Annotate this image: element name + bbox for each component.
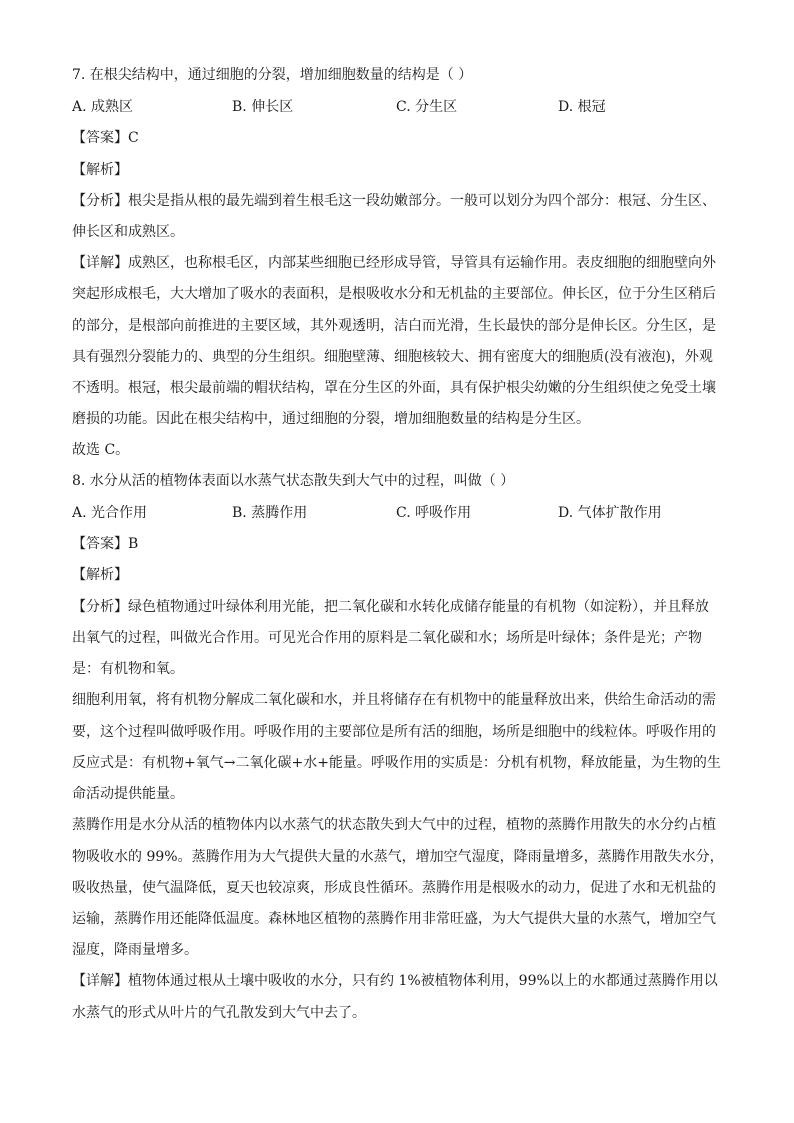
analysis-line: 吸收热量，使气温降低，夏天也较凉爽，形成良性循环。蒸腾作用是根吸水的动力，促进了水和无机盐的: [72, 880, 716, 896]
analysis-line: 蒸腾作用是水分从活的植物体内以水蒸气的状态散失到大气中的过程，植物的蒸腾作用散失的水分约占植: [72, 817, 716, 833]
option-a: A. 光合作用: [72, 505, 148, 521]
question-8-stem: 8. 水分从活的植物体表面以水蒸气状态散失到大气中的过程，叫做（ ）: [72, 473, 515, 489]
question-7-stem: 7. 在根尖结构中，通过细胞的分裂，增加细胞数量的结构是（ ）: [72, 67, 473, 83]
option-a: A. 成熟区: [72, 99, 134, 115]
analysis-line: 命活动提供能量。: [72, 786, 184, 802]
analysis-line: 是：有机物和氧。: [72, 661, 184, 677]
question-8-options: [72, 503, 712, 523]
option-b: B. 蒸腾作用: [232, 505, 308, 521]
analysis-heading: 【解析】: [72, 162, 128, 178]
detail-line: 不透明。根冠，根尖最前端的帽状结构，罩在分生区的外面，具有保护根尖幼嫩的分生组织使之免受土壤: [72, 380, 716, 396]
option-d: D. 气体扩散作用: [558, 505, 662, 521]
analysis-heading: 【解析】: [72, 567, 128, 583]
analysis-line: 反应式是：有机物+氧气→二氧化碳+水+能量。呼吸作用的实质是：分机有机物，释放能量，为生物的生: [72, 755, 721, 771]
detail-line: 【详解】植物体通过根从土壤中吸收的水分，只有约 1%被植物体利用，99%以上的水都通过蒸腾作用以: [72, 973, 718, 989]
conclusion: 故选 C。: [72, 442, 130, 458]
detail-line: 水蒸气的形式从叶片的气孔散发到大气中去了。: [72, 1005, 366, 1021]
detail-line: 【详解】成熟区，也称根毛区，内部某些细胞已经形成导管，导管具有运输作用。表皮细胞的细胞壁向外: [72, 255, 716, 271]
detail-line: 具有强烈分裂能力的、典型的分生组织。细胞壁薄、细胞核较大、拥有密度大的细胞质(没有液泡)，外观: [72, 349, 713, 365]
option-c: C. 呼吸作用: [396, 505, 472, 521]
option-c: C. 分生区: [396, 99, 458, 115]
detail-line: 的部分，是根部向前推进的主要区域，其外观透明，洁白而光滑，生长最快的部分是伸长区。分生区，是: [72, 318, 716, 334]
analysis-line: 【分析】绿色植物通过叶绿体利用光能，把二氧化碳和水转化成储存能量的有机物（如淀粉），并且释放: [72, 599, 709, 615]
analysis-line: 细胞利用氧，将有机物分解成二氧化碳和水，并且将储存在有机物中的能量释放出来，供给生命活动的需: [72, 692, 716, 708]
analysis-line: 出氧气的过程，叫做光合作用。可见光合作用的原料是二氧化碳和水；场所是叶绿体；条件是光；产物: [72, 630, 702, 646]
option-b: B. 伸长区: [232, 99, 294, 115]
question-7-options: [72, 97, 712, 117]
analysis-line: 【分析】根尖是指从根的最先端到着生根毛这一段幼嫩部分。一般可以划分为四个部分：根冠、分生区、: [72, 193, 716, 209]
answer-label: 【答案】C: [72, 130, 139, 146]
analysis-line: 湿度，降雨量增多。: [72, 942, 198, 958]
option-d: D. 根冠: [558, 99, 606, 115]
analysis-line: 要，这个过程叫做呼吸作用。呼吸作用的主要部位是所有活的细胞，场所是细胞中的线粒体。呼吸作用的: [72, 724, 716, 740]
answer-label: 【答案】B: [72, 536, 139, 552]
detail-line: 突起形成根毛，大大增加了吸水的表面积，是根吸收水分和无机盐的主要部位。伸长区，位于分生区稍后: [72, 286, 716, 302]
detail-line: 磨损的功能。因此在根尖结构中，通过细胞的分裂，增加细胞数量的结构是分生区。: [72, 411, 590, 427]
analysis-line: 物吸收水的 99%。蒸腾作用为大气提供大量的水蒸气，增加空气湿度，降雨量增多，蒸腾作用散失水分，: [72, 849, 724, 865]
analysis-line: 伸长区和成熟区。: [72, 224, 184, 240]
analysis-line: 运输，蒸腾作用还能降低温度。森林地区植物的蒸腾作用非常旺盛，为大气提供大量的水蒸气，增加空气: [72, 911, 716, 927]
